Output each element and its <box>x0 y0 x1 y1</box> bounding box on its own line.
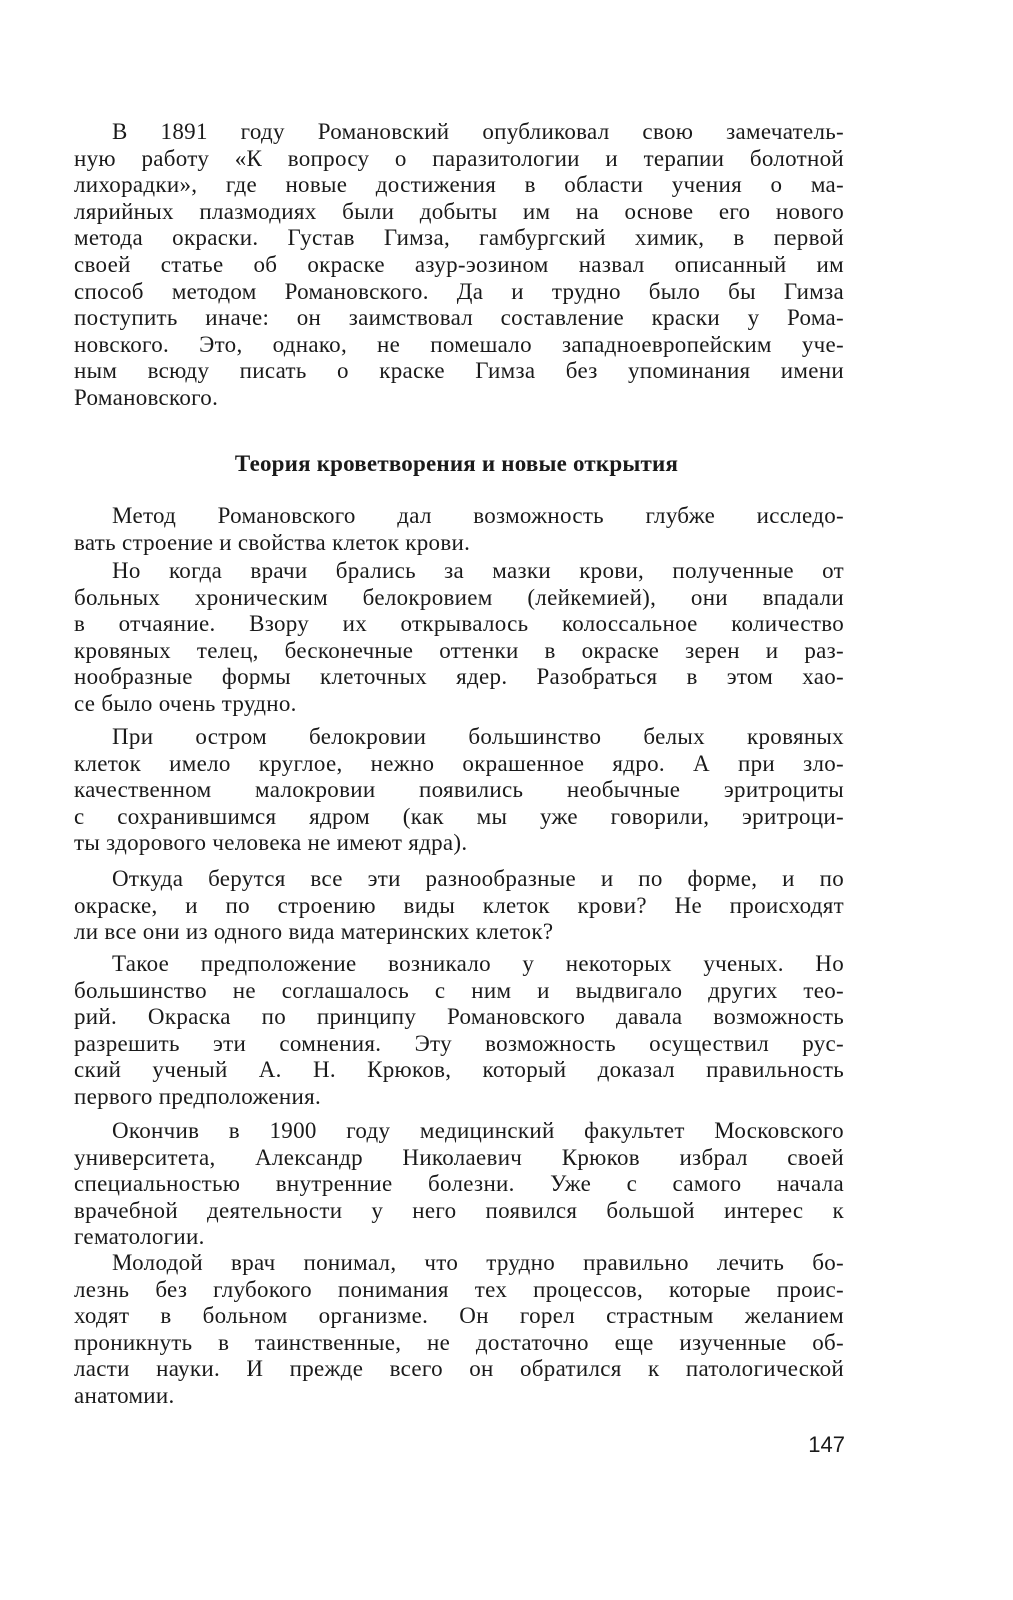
text-line: При остром белокровии большинство белых кровяных <box>112 724 844 749</box>
text-line: Окончив в 1900 году медицинский факультет Московского <box>112 1118 844 1143</box>
text-line: ным всюду писать о краске Гимза без упоминания имени <box>74 358 844 384</box>
text-line: лярийных плазмодиях были добыты им на основе его нового <box>74 198 844 224</box>
text-line: Но когда врачи брались за мазки крови, полученные от <box>112 558 844 583</box>
paragraph-romanovsky-publication <box>74 119 844 412</box>
text-line: ходят в больном организме. Он горел страстным желанием <box>74 1303 844 1329</box>
text-line: ную работу «К вопросу о паразитологии и терапии болотной <box>74 145 844 171</box>
text-line: гематологии. <box>74 1224 205 1250</box>
text-line: ский ученый А. Н. Крюков, который доказал правильность <box>74 1057 844 1083</box>
text-line: Метод Романовского дал возможность глубже исследо- <box>112 503 844 528</box>
page-number: 147 <box>808 1432 845 1457</box>
text-line: Откуда берутся все эти разнообразные и по форме, и по <box>112 866 844 891</box>
paragraph-leukemia <box>74 558 844 718</box>
text-line: се было очень трудно. <box>74 690 297 716</box>
text-line: своей статье об окраске азур-эозином назвал описанный им <box>74 251 844 277</box>
text-line: лезнь без глубокого понимания тех процессов, которые проис- <box>74 1276 844 1302</box>
paragraph-question <box>74 866 844 946</box>
text-line: новского. Это, однако, не помешало западноевропейским уче- <box>74 331 844 357</box>
paragraph-kryukov <box>74 1118 844 1251</box>
paragraph-acute-leukemia <box>74 724 844 857</box>
text-line: поступить иначе: он заимствовал составление краски у Рома- <box>74 305 844 331</box>
text-line: разрешить эти сомнения. Эту возможность осуществил рус- <box>74 1030 844 1056</box>
text-line: проникнуть в таинственные, не достаточно еще изученные об- <box>74 1329 844 1355</box>
text-line: больных хроническим белокровием (лейкемией), они впадали <box>74 584 844 610</box>
text-line: рий. Окраска по принципу Романовского давала возможность <box>74 1004 844 1030</box>
paragraph-hypothesis <box>74 951 844 1111</box>
text-line: врачебной деятельности у него появился большой интерес к <box>74 1197 844 1223</box>
text-line: Молодой врач понимал, что трудно правильно лечить бо- <box>112 1250 844 1275</box>
text-line: университета, Александр Николаевич Крюков избрал своей <box>74 1144 844 1170</box>
text-line: окраске, и по строению виды клеток крови? Не происходят <box>74 892 844 918</box>
text-line: большинство не соглашалось с ним и выдвигало других тео- <box>74 977 844 1003</box>
paragraph-young-doctor <box>74 1250 844 1410</box>
text-line: способ методом Романовского. Да и трудно было бы Гимза <box>74 278 844 304</box>
text-line: метода окраски. Густав Гимза, гамбургский химик, в первой <box>74 225 844 251</box>
text-line: анатомии. <box>74 1382 175 1408</box>
text-line: кровяных телец, бесконечные оттенки в окраске зерен и раз- <box>74 637 844 663</box>
text-line: с сохранившимся ядром (как мы уже говорили, эритроци- <box>74 803 844 829</box>
paragraph-method <box>74 503 844 556</box>
text-line: вать строение и свойства клеток крови. <box>74 529 471 555</box>
text-line: клеток имело круглое, нежно окрашенное ядро. А при зло- <box>74 750 844 776</box>
text-line: нообразные формы клеточных ядер. Разобраться в этом хао- <box>74 664 844 690</box>
text-line: В 1891 году Романовский опубликовал свою замечатель- <box>112 119 844 144</box>
text-line: первого предположения. <box>74 1083 321 1109</box>
text-line: в отчаяние. Взору их открывалось колоссальное количество <box>74 611 844 637</box>
text-line: качественном малокровии появились необычные эритроциты <box>74 777 844 803</box>
section-heading: Теория кроветворения и новые открытия <box>234 451 679 476</box>
text-line: Романовского. <box>74 384 219 410</box>
text-line: Такое предположение возникало у некоторых ученых. Но <box>112 951 844 976</box>
text-line: лихорадки», где новые достижения в области учения о ма- <box>74 172 844 198</box>
text-line: ты здорового человека не имеют ядра). <box>74 830 468 856</box>
text-line: ласти науки. И прежде всего он обратился к патологической <box>74 1356 844 1382</box>
text-line: специальностью внутренние болезни. Уже с самого начала <box>74 1171 844 1197</box>
text-line: ли все они из одного вида материнских клеток? <box>74 919 554 945</box>
